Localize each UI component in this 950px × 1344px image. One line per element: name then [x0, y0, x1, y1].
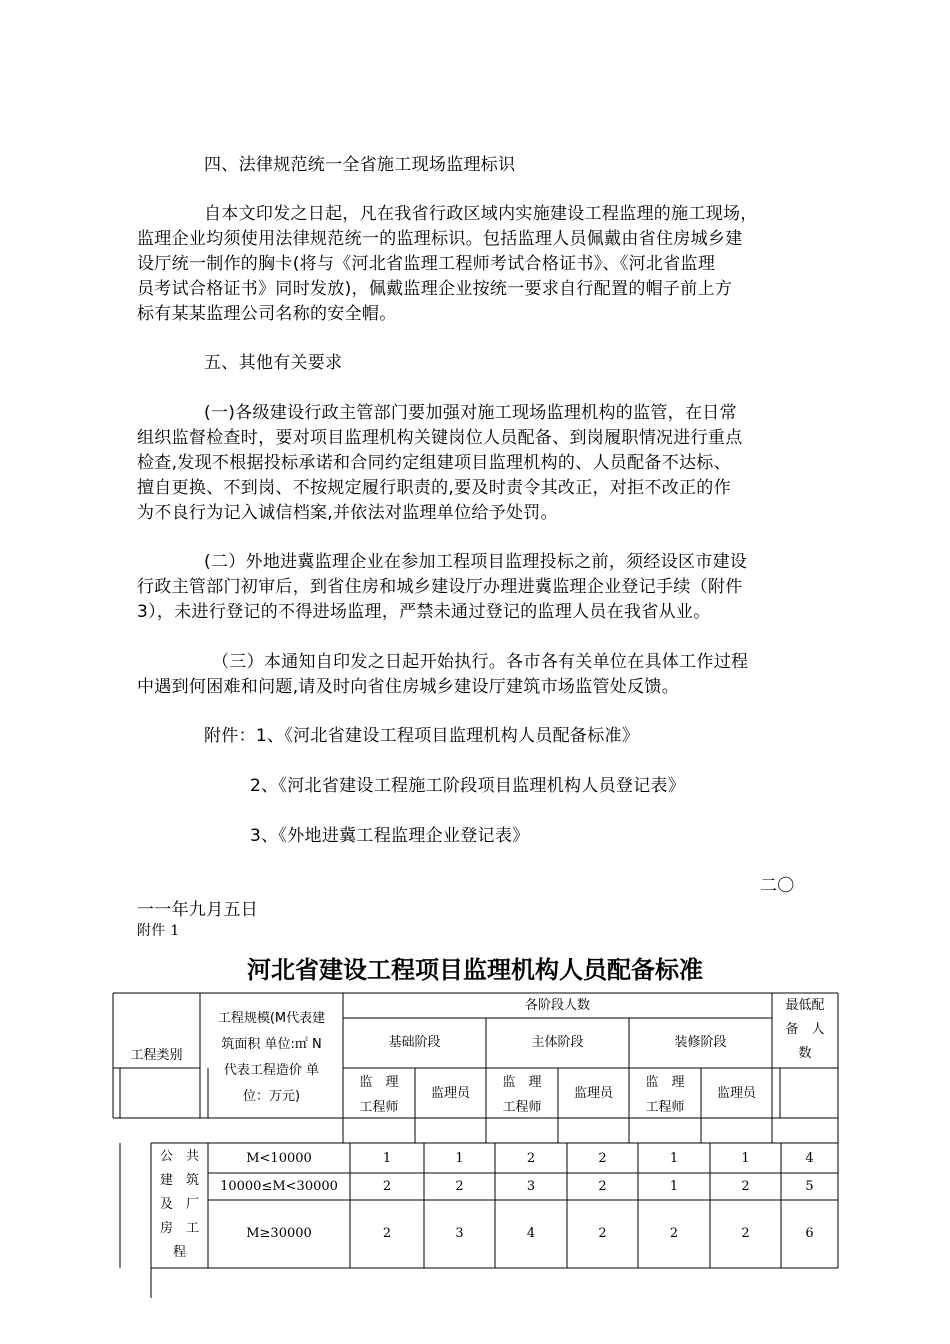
cell-value: 2 [669, 1226, 679, 1241]
role-line: 监 理 [502, 1075, 542, 1090]
header-min-headcount [772, 994, 838, 1066]
section-heading-4: 四、法律规范统一全省施工现场监理标识 [204, 155, 516, 175]
cell-value: 2 [526, 1151, 536, 1166]
cell-value: 2 [741, 1226, 750, 1241]
paragraph-line: （三）本通知自印发之日起开始执行。各市各有关单位在具体工作过程 [212, 652, 749, 672]
cell-value: 2 [598, 1226, 607, 1241]
cell-value: 2 [382, 1179, 392, 1194]
cell-value: 3 [455, 1226, 464, 1241]
attachment-line-1: 附件：1、《河北省建设工程项目监理机构人员配备标准》 [204, 726, 640, 746]
paragraph-line: (二）外地进冀监理企业在参加工程项目监理投标之前，须经设区市建设 [204, 552, 748, 572]
header-stage-headcount: 各阶段人数 [524, 998, 590, 1013]
row-scale: 10000≤M<30000 [220, 1179, 338, 1194]
header-project-scale [200, 1006, 343, 1110]
header-role-engineer [343, 1070, 415, 1120]
header-stage-structure: 主体阶段 [531, 1035, 584, 1050]
cell-value: 2 [741, 1179, 750, 1194]
header-role-staff: 监理员 [716, 1086, 756, 1101]
attachment-line-3: 3、《外地进冀工程监理企业登记表》 [250, 826, 530, 846]
date-year-prefix: 二〇 [760, 876, 795, 896]
row-scale: M<10000 [246, 1151, 312, 1166]
header-role-engineer [486, 1070, 558, 1120]
cell-value: 1 [382, 1151, 392, 1166]
header-role-staff: 监理员 [573, 1086, 613, 1101]
header-role-staff: 监理员 [430, 1086, 470, 1101]
cell-value: 2 [382, 1226, 392, 1241]
table-title: 河北省建设工程项目监理机构人员配备标准 [247, 955, 703, 984]
paragraph-line: (一)各级建设行政主管部门要加强对施工现场监理机构的监管，在日常 [204, 403, 737, 423]
header-min-line: 备 人 [785, 1022, 825, 1037]
cell-value: 3 [526, 1179, 536, 1194]
cell-value: 5 [805, 1179, 814, 1194]
cell-value: 2 [455, 1179, 464, 1194]
role-line: 监 理 [645, 1075, 685, 1090]
paragraph-line: 组织监督检查时，要对项目监理机构关键岗位人员配备、到岗履职情况进行重点 [137, 428, 743, 448]
category-line: 建 筑 [159, 1173, 199, 1188]
category-line: 及 厂 [159, 1197, 199, 1212]
attachment-label: 附件 1 [137, 923, 180, 939]
header-scale-line: 位：万元) [242, 1089, 301, 1104]
cell-value: 1 [669, 1151, 679, 1166]
cell-value: 1 [741, 1151, 750, 1166]
paragraph-line: 监理企业均须使用法律规范统一的监理标识。包括监理人员佩戴由省住房城乡建 [137, 229, 743, 249]
header-role-engineer [629, 1070, 701, 1120]
cell-value: 4 [805, 1151, 814, 1166]
paragraph-line: 3），未进行登记的不得进场监理，严禁未通过登记的监理人员在我省从业。 [137, 602, 711, 622]
cell-value: 1 [669, 1179, 679, 1194]
cell-value: 1 [455, 1151, 464, 1166]
paragraph-line: 擅自更换、不到岗、不按规定履行职责的,要及时责令其改正，对拒不改正的作 [137, 478, 731, 498]
header-min-line: 最低配 [785, 998, 825, 1013]
header-stage-foundation: 基础阶段 [388, 1035, 441, 1050]
header-stage-finishing: 装修阶段 [674, 1035, 727, 1050]
category-line: 程 [172, 1245, 186, 1260]
date-rest: 一一年九月五日 [137, 900, 259, 920]
role-line: 工程师 [645, 1100, 685, 1115]
paragraph-line: 为不良行为记入诚信档案,并依法对监理单位给予处罚。 [137, 503, 558, 523]
category-public-buildings [151, 1145, 208, 1265]
header-scale-line: 工程规模(M代表建 [217, 1011, 326, 1026]
role-line: 工程师 [359, 1100, 399, 1115]
category-line: 公 共 [159, 1149, 199, 1164]
row-scale: M≥30000 [246, 1226, 312, 1241]
paragraph-line: 中遇到何困难和问题,请及时向省住房城乡建设厅建筑市场监管处反馈。 [137, 677, 680, 697]
paragraph-line: 自本文印发之日起，凡在我省行政区域内实施建设工程监理的施工现场， [204, 204, 758, 224]
section-heading-5: 五、其他有关要求 [204, 353, 343, 373]
paragraph-line: 设厅统一制作的胸卡(将与《河北省监理工程师考试合格证书》、《河北省监理 [137, 254, 716, 274]
header-scale-line: 代表工程造价 单 [223, 1063, 320, 1078]
cell-value: 2 [598, 1179, 607, 1194]
header-min-line: 数 [798, 1046, 812, 1061]
cell-value: 2 [598, 1151, 607, 1166]
paragraph-line: 行政主管部门初审后，到省住房和城乡建设厅办理进冀监理企业登记手续（附件 [137, 577, 743, 597]
category-line: 房 工 [159, 1221, 199, 1236]
role-line: 监 理 [359, 1075, 399, 1090]
attachment-line-2: 2、《河北省建设工程施工阶段项目监理机构人员登记表》 [250, 776, 686, 796]
paragraph-line: 检查,发现不根据投标承诺和合同约定组建项目监理机构的、人员配备不达标、 [137, 453, 731, 473]
cell-value: 6 [805, 1226, 814, 1241]
paragraph-line: 标有某某监理公司名称的安全帽。 [137, 304, 397, 324]
role-line: 工程师 [502, 1100, 542, 1115]
header-project-type: 工程类别 [130, 1048, 183, 1063]
paragraph-line: 员考试合格证书》同时发放)，佩戴监理企业按统一要求自行配置的帽子前上方 [137, 279, 733, 299]
cell-value: 4 [526, 1226, 536, 1241]
header-scale-line: 筑面积 单位:㎡ N [221, 1037, 322, 1052]
